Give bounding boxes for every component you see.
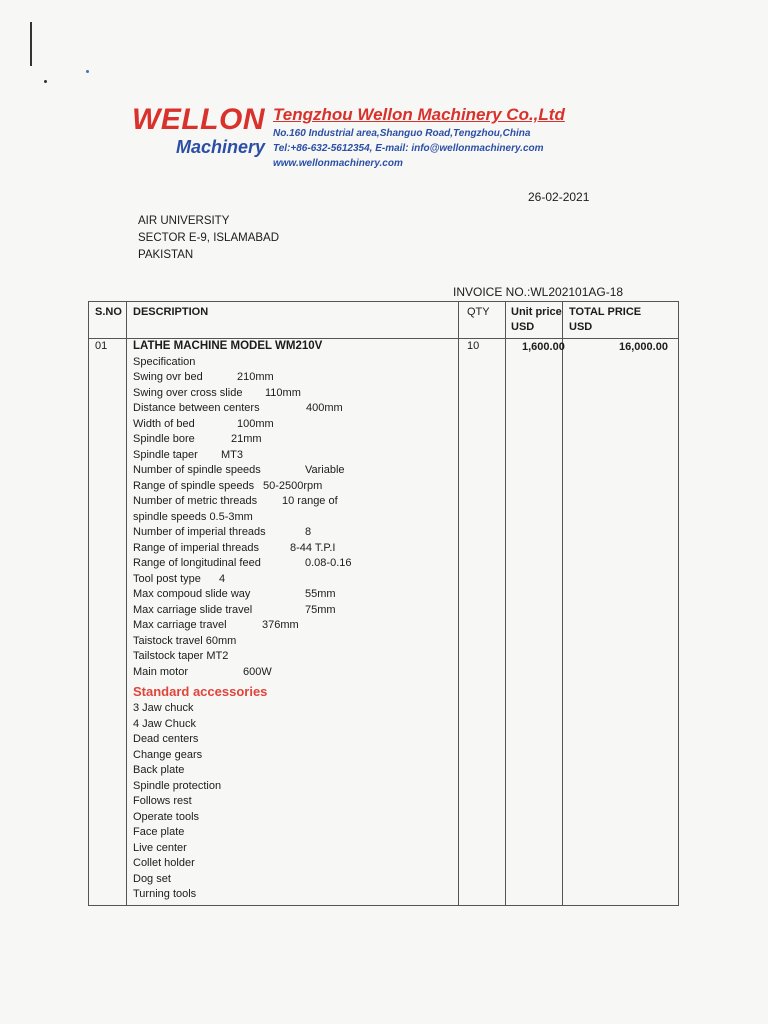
header-description: DESCRIPTION (133, 306, 209, 318)
header-qty: QTY (467, 306, 490, 318)
spec-row (133, 603, 453, 619)
row-description (133, 339, 453, 903)
spec-row (133, 525, 453, 541)
accessory-item: Face plate (133, 826, 185, 838)
header-sno: S.NO (95, 306, 122, 318)
row-sno: 01 (95, 340, 108, 352)
spec-label: Taistock travel 60mm (133, 634, 237, 647)
logo-subtitle: Machinery (175, 137, 265, 157)
invoice-table (88, 301, 679, 906)
item-title: LATHE MACHINE MODEL WM210V (133, 340, 323, 352)
spec-row (133, 587, 453, 603)
header-total-price-currency: USD (569, 321, 593, 333)
company-website: www.wellonmachinery.com (273, 158, 403, 169)
spec-value: 21mm (231, 433, 262, 445)
row-unit-price: 1,600.00 (522, 341, 565, 353)
company-info (273, 104, 653, 171)
spec-value: 75mm (305, 603, 336, 616)
spec-value: 600W (243, 665, 272, 678)
spec-label: Swing ovr bed (133, 371, 203, 383)
invoice-date: 26-02-2021 (528, 190, 590, 204)
spec-label: Max carriage slide travel (133, 603, 253, 616)
column-divider (562, 302, 563, 905)
accessory-item: Dog set (133, 872, 171, 885)
header-unit-price-label: Unit price (511, 306, 562, 318)
spec-value: 400mm (306, 402, 343, 414)
spec-row (133, 463, 453, 479)
accessory-item: Collet holder (133, 857, 195, 869)
spec-value: 8-44 T.P.I (290, 541, 336, 554)
accessory-item: Operate tools (133, 810, 200, 823)
spec-row (133, 649, 453, 665)
row-qty: 10 (467, 340, 480, 352)
spec-value: 50-2500rpm (263, 479, 323, 492)
company-address: No.160 Industrial area,Shanguo Road,Tengzhou,China (273, 128, 531, 139)
accessory-item: Change gears (133, 748, 203, 761)
logo-word: WELLON (132, 103, 265, 136)
spec-label: Max compoud slide way (133, 588, 251, 600)
spec-row (133, 448, 453, 464)
spec-value: 110mm (265, 386, 301, 399)
company-logo (120, 104, 265, 158)
accessory-item: Turning tools (133, 888, 197, 900)
header-unit-price-currency: USD (511, 321, 535, 333)
header-total-price (569, 305, 641, 335)
recipient-line: AIR UNIVERSITY (138, 215, 230, 227)
column-divider (126, 302, 127, 905)
spec-row (133, 541, 453, 557)
row-total-price: 16,000.00 (619, 341, 668, 353)
spec-row (133, 386, 453, 402)
spec-label: Number of imperial threads (133, 526, 266, 538)
spec-value: MT3 (221, 448, 243, 461)
spec-value: 210mm (237, 371, 274, 383)
spec-label: Tailstock taper MT2 (133, 650, 229, 662)
company-name: Tengzhou Wellon Machinery Co.,Ltd (273, 105, 565, 124)
spec-row (133, 618, 453, 634)
spec-value: 0.08-0.16 (305, 557, 352, 569)
scan-mark (30, 22, 32, 66)
spec-label: Number of spindle speeds (133, 464, 261, 476)
spec-value: 100mm (237, 417, 274, 430)
header-unit-price (511, 305, 562, 335)
accessory-item: Follows rest (133, 795, 192, 807)
spec-row (133, 665, 453, 681)
spec-label: Tool post type (133, 572, 201, 585)
spec-value: Variable (305, 464, 345, 476)
spec-label: Range of imperial threads (133, 541, 259, 554)
spec-value: 10 range of (282, 495, 338, 507)
accessory-item: Dead centers (133, 733, 199, 745)
header-total-price-label: TOTAL PRICE (569, 306, 642, 318)
spec-list (133, 370, 453, 680)
spec-row (133, 510, 453, 526)
spec-value: 376mm (262, 619, 299, 631)
spec-label: Width of bed (133, 417, 195, 430)
spec-label: Number of metric threads (133, 495, 258, 507)
accessory-item: Back plate (133, 764, 185, 776)
spec-label: Range of spindle speeds (133, 479, 255, 492)
spec-row (133, 494, 453, 510)
scan-mark (86, 70, 89, 73)
spec-row (133, 556, 453, 572)
accessories-heading: Standard accessories (133, 684, 268, 699)
spec-heading: Specification (133, 355, 196, 368)
spec-label: Range of longitudinal feed (133, 557, 261, 569)
spec-row (133, 479, 453, 495)
recipient-line: PAKISTAN (138, 249, 194, 261)
spec-label: Spindle taper (133, 448, 198, 461)
accessory-item: 4 Jaw Chuck (133, 717, 196, 730)
spec-row (133, 417, 453, 433)
column-divider (458, 302, 459, 905)
spec-row (133, 401, 453, 417)
accessory-item: 3 Jaw chuck (133, 702, 194, 714)
spec-row (133, 634, 453, 650)
spec-row (133, 370, 453, 386)
spec-label: Spindle bore (133, 433, 195, 445)
spec-label: Max carriage travel (133, 619, 227, 631)
spec-label: Swing over cross slide (133, 386, 243, 399)
recipient-address (138, 213, 279, 264)
column-divider (505, 302, 506, 905)
accessory-item: Live center (133, 841, 187, 854)
invoice-number: INVOICE NO.:WL202101AG-18 (453, 285, 624, 299)
recipient-line: SECTOR E-9, ISLAMABAD (138, 232, 280, 244)
company-contact: Tel:+86-632-5612354, E-mail: info@wellonmachinery.com (273, 143, 544, 154)
scan-mark (44, 80, 47, 83)
accessories-list (133, 701, 453, 903)
spec-value: 8 (305, 526, 312, 538)
spec-value: 4 (219, 572, 226, 585)
accessory-item: Spindle protection (133, 779, 222, 792)
spec-row (133, 432, 453, 448)
spec-label: Distance between centers (133, 402, 260, 414)
spec-label: Main motor (133, 665, 189, 678)
spec-row (133, 572, 453, 588)
spec-value: 55mm (305, 588, 336, 600)
spec-label: spindle speeds 0.5-3mm (133, 510, 253, 523)
